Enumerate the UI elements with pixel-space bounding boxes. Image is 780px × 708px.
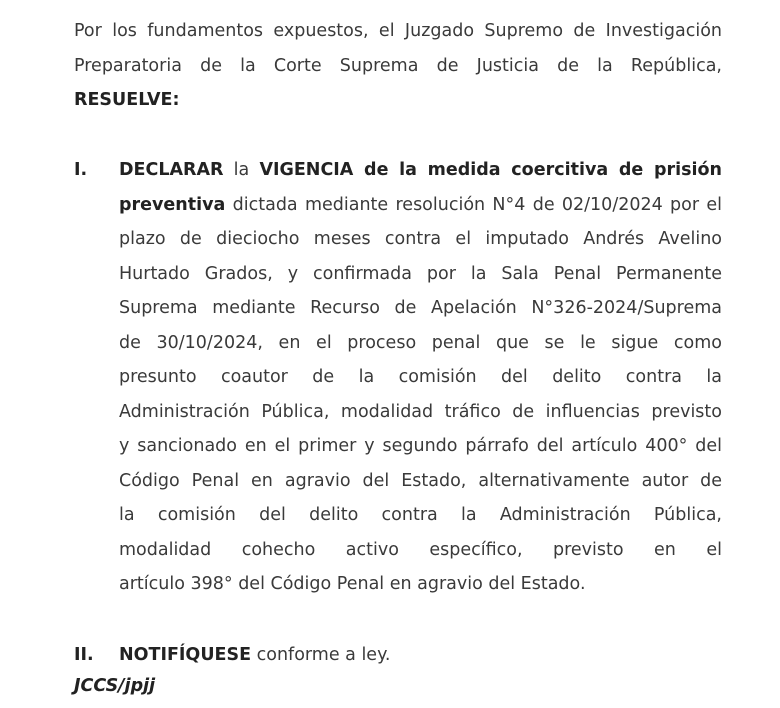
item1-line: de 30/10/2024, en el proceso penal que se le sigue como <box>119 332 722 353</box>
notifiquese-keyword: NOTIFÍQUESE <box>119 645 252 665</box>
item1-line: artículo 398° del Código Penal en agravio del Estado. <box>119 574 586 594</box>
item1-line-2-rest: dictada mediante resolución N°4 de 02/10/2024 por el <box>225 194 722 215</box>
vigencia-phrase: VIGENCIA de la medida coercitiva de prisión <box>259 160 722 180</box>
item1-line-2 <box>119 188 722 223</box>
resuelve-heading: RESUELVE: <box>74 90 180 110</box>
item1-line: Hurtado Grados, y confirmada por la Sala Penal Permanente <box>119 263 722 284</box>
item1-line: modalidad cohecho activo específico, previsto en el <box>119 539 722 560</box>
item1-line: presunto coautor de la comisión del delito contra la <box>119 367 722 387</box>
item1-connector: la <box>223 160 260 180</box>
item-numeral-1: I. <box>74 160 88 180</box>
item2-line <box>119 638 722 673</box>
item1-line-1 <box>119 153 722 188</box>
intro-paragraph <box>74 14 722 118</box>
item1-line: la comisión del delito contra la Administración Pública, <box>119 505 722 525</box>
item1-line: Código Penal en agravio del Estado, alternativamente autor de <box>119 470 722 491</box>
intro-line-1: Por los fundamentos expuestos, el Juzgado Supremo de Investigación <box>74 21 722 41</box>
item1-line: y sancionado en el primer y segundo párrafo del artículo 400° del <box>119 436 722 456</box>
signature-initials: JCCS/jpjj <box>74 676 156 696</box>
intro-line-2: Preparatoria de la Corte Suprema de Justicia de la República, <box>74 55 722 76</box>
item-body-1 <box>119 153 722 602</box>
preventiva-word: preventiva <box>119 194 226 215</box>
declarar-keyword: DECLARAR <box>119 160 224 180</box>
item-numeral-2: II. <box>74 645 94 665</box>
item1-line: plazo de dieciocho meses contra el imputado Andrés Avelino <box>119 229 722 249</box>
item1-line: Suprema mediante Recurso de Apelación N°326-2024/Suprema <box>119 298 722 318</box>
item-body-2 <box>119 638 722 673</box>
item1-line: Administración Pública, modalidad tráfico de influencias previsto <box>119 401 722 422</box>
item2-rest: conforme a ley. <box>251 645 391 665</box>
